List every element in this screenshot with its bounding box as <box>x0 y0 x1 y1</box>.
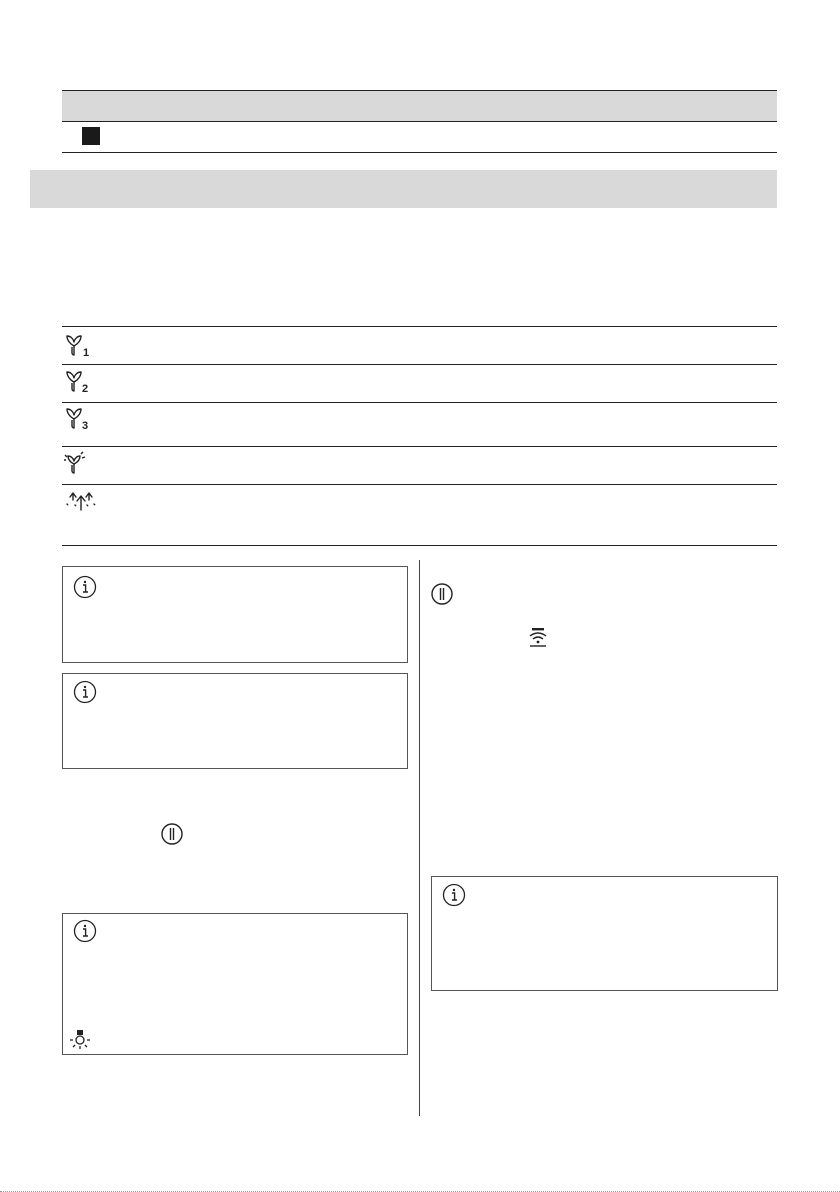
black-square-icon <box>82 127 100 145</box>
fan-table-rule <box>62 402 777 403</box>
hob2hood-wireless-icon <box>527 627 549 654</box>
fan-table-bottom-rule <box>62 545 777 546</box>
svg-text:3: 3 <box>82 420 89 432</box>
info-icon <box>73 680 97 709</box>
fan-table-rule <box>62 484 777 485</box>
svg-text:2: 2 <box>82 383 89 395</box>
info-note-box <box>62 913 408 1055</box>
light-bulb-icon <box>68 1028 92 1057</box>
info-icon <box>73 575 97 604</box>
column-divider <box>419 560 420 1116</box>
table-header-row <box>62 91 777 121</box>
info-note-box <box>62 566 408 663</box>
table-header-bottom-rule <box>62 121 777 122</box>
extraction-arrows-icon <box>64 488 98 514</box>
fan-table-top-rule <box>62 326 777 327</box>
fan-speed-1-icon <box>64 333 92 359</box>
power-icon <box>430 582 454 611</box>
power-icon <box>160 822 184 851</box>
fan-boost-icon <box>64 451 92 477</box>
svg-text:1: 1 <box>83 347 90 359</box>
section-heading-band <box>30 170 777 208</box>
fan-table-rule <box>62 364 777 365</box>
fan-speed-3-icon <box>64 406 92 432</box>
info-note-box <box>62 673 408 769</box>
fan-speed-2-icon <box>64 369 92 395</box>
info-note-box <box>431 876 778 991</box>
info-icon <box>442 883 466 912</box>
table-bottom-rule <box>62 152 777 153</box>
info-icon <box>73 919 97 948</box>
fan-table-rule <box>62 446 777 447</box>
